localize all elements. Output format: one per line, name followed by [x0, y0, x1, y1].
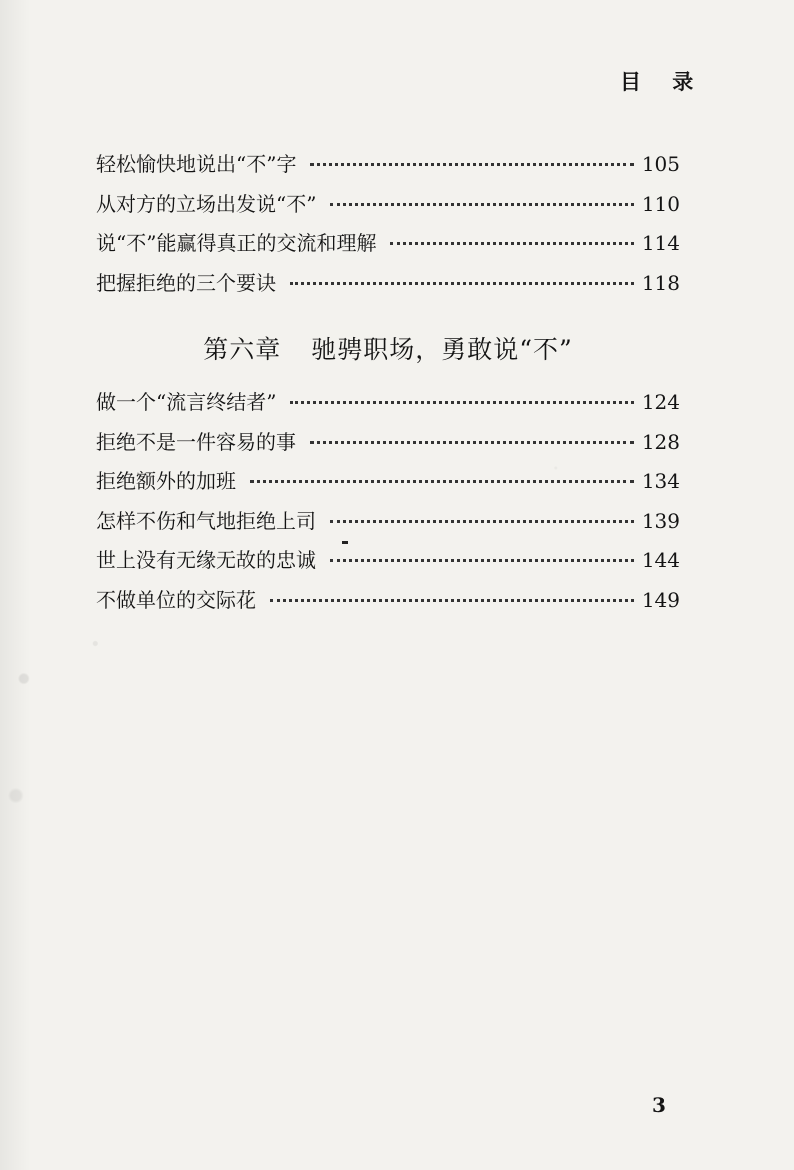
toc-entry [96, 227, 680, 267]
toc-entry [96, 426, 680, 466]
toc-entry-page: 128 [641, 429, 680, 454]
dot-leader [270, 599, 634, 602]
toc-list-chapter-six [96, 386, 680, 623]
running-head: 目 录 [620, 69, 706, 94]
toc-entry-page: 149 [641, 587, 680, 612]
toc-entry-title: 做一个“流言终结者” [96, 390, 277, 414]
toc-entry-title: 怎样不伤和气地拒绝上司 [96, 508, 316, 533]
toc-list-previous-chapter [96, 148, 680, 306]
toc-entry-title: 不做单位的交际花 [96, 587, 256, 612]
toc-entry-title: 轻松愉快地说出“不”字 [96, 152, 297, 176]
toc-entry-page: 105 [641, 152, 680, 176]
toc-entry-title: 拒绝额外的加班 [96, 469, 236, 493]
dot-leader [310, 441, 634, 444]
toc-entry-page: 110 [641, 191, 680, 216]
dot-leader [310, 163, 633, 166]
toc-entry [96, 465, 680, 505]
toc-entry [96, 148, 680, 188]
toc-entry-page: 144 [641, 548, 680, 572]
toc-entry-page: 124 [641, 390, 680, 414]
toc-entry [96, 584, 680, 624]
toc-entry-title: 说“不”能赢得真正的交流和理解 [96, 231, 377, 255]
toc-entry-title: 拒绝不是一件容易的事 [96, 429, 296, 454]
toc-entry-page: 139 [641, 508, 680, 533]
toc-entry-page: 118 [641, 270, 680, 295]
toc-entry-page: 114 [641, 231, 680, 255]
toc-entry [96, 386, 680, 426]
toc-entry [96, 188, 680, 228]
print-speck [342, 541, 348, 544]
toc-entry [96, 505, 680, 545]
dot-leader [250, 480, 634, 483]
dot-leader [390, 242, 633, 245]
toc-entry-title: 从对方的立场出发说“不” [96, 191, 317, 216]
dot-leader [330, 559, 634, 562]
dot-leader [330, 203, 633, 206]
toc-entry-title: 把握拒绝的三个要诀 [96, 270, 276, 295]
toc-entry-title: 世上没有无缘无故的忠诚 [96, 548, 316, 572]
dot-leader [290, 401, 633, 404]
dot-leader [290, 282, 634, 285]
dot-leader [330, 520, 634, 523]
page-number: 3 [652, 1093, 666, 1117]
chapter-heading [96, 330, 680, 366]
toc-entry [96, 267, 680, 307]
toc-entry-page: 134 [641, 469, 680, 493]
chapter-number: 第六章 [203, 335, 282, 364]
toc-entry [96, 544, 680, 584]
chapter-title: 驰骋职场，勇敢说“不” [311, 335, 573, 364]
